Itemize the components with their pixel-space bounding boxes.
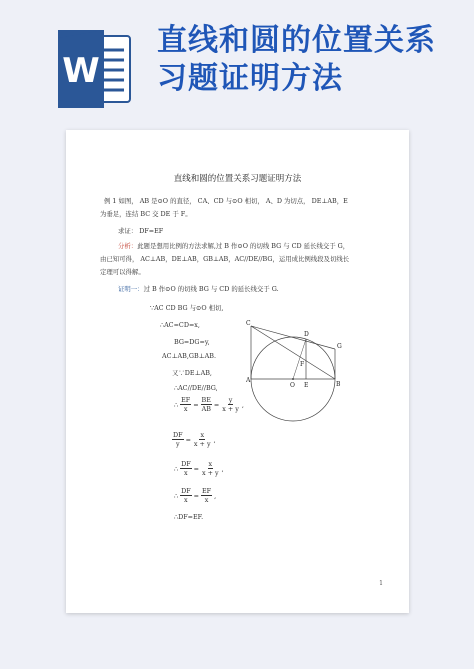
word-logo-letter: W (62, 51, 100, 91)
label-g: G (337, 343, 342, 350)
formula-4-num-2: EF (202, 487, 212, 495)
formula-4-den-2: x (204, 496, 209, 504)
formula-1-num-3: y (228, 396, 233, 404)
analysis-text-1: 此题是想用比例的方法求解,过 B 作⊙O 的切线 BG 与 CD 延长线交于 G， (137, 242, 350, 250)
geometry-figure (246, 316, 356, 426)
formula-1-eq-2: = (213, 400, 220, 409)
label-c: C (246, 320, 251, 327)
step-final: ∴DF=EF. (174, 513, 204, 521)
document-page (66, 130, 409, 613)
formula-3-num-2: x (208, 460, 213, 468)
analysis-line-2: 由已知可得， AC⊥AB，DE⊥AB，GB⊥AB，AC//DE//BG，运用成比例线段及切线长 (100, 255, 350, 263)
document-title: 直线和圆的位置关系习题证明方法 (173, 174, 302, 184)
analysis-label: 分析： (118, 242, 138, 250)
label-o: O (290, 382, 295, 389)
formula-1-lead: ∴ (174, 400, 179, 409)
formula-3-num-1: DF (181, 460, 191, 468)
step-3: BG=DG=y, (174, 338, 210, 346)
label-f: F (300, 361, 305, 368)
formula-3-den-2: x + y (202, 469, 219, 477)
formula-2-num-1: DF (173, 431, 183, 439)
formula-2-den-1: y (175, 440, 180, 448)
formula-1-num-1: EF (181, 396, 191, 404)
word-logo-icon (56, 30, 132, 108)
formula-2-num-2: x (200, 431, 205, 439)
formula-1-num-2: BE (201, 396, 211, 404)
formula-1-den-2: AB (201, 405, 211, 413)
formula-2-den-2: x + y (193, 440, 211, 448)
formula-2 (170, 431, 216, 448)
prove-statement: 求证： DF=EF (118, 227, 164, 235)
formula-2-eq: = (185, 435, 191, 444)
problem-line-2: 为垂足，连结 BC 交 DE 于 F。 (100, 210, 192, 218)
formula-1 (174, 396, 244, 413)
formula-1-den-1: x (183, 405, 188, 413)
label-d: D (304, 331, 309, 338)
step-1: ∵AC CD BG 与⊙O 相切, (150, 304, 224, 312)
formula-4-eq: = (193, 491, 199, 500)
line-od (293, 339, 306, 379)
proof-label: 证明一： (118, 285, 144, 293)
problem-line-1: 例 1 如图， AB 是⊙O 的直径， CA、CD 与⊙O 相切， A、D 为切点， DE⊥AB，E (104, 197, 348, 205)
formula-1-tail: , (241, 400, 244, 409)
formula-1-den-3: x + y (222, 405, 239, 413)
point-o (292, 378, 294, 380)
analysis-line-1 (118, 241, 349, 252)
step-5: 又∵DE⊥AB, (172, 369, 212, 377)
formula-1-eq-1: = (193, 400, 199, 409)
analysis-line-3: 定理可以得解。 (100, 268, 145, 276)
line-cg (251, 326, 335, 349)
formula-4-num-1: DF (181, 487, 191, 495)
formula-4 (174, 487, 216, 504)
formula-2-tail: , (213, 435, 216, 444)
formula-4-tail: , (214, 491, 217, 500)
formula-3-lead: ∴ (174, 464, 179, 473)
step-6: ∴AC//DE//BG, (174, 384, 218, 392)
formula-4-den-1: x (184, 496, 188, 504)
formula-3-tail: , (221, 464, 224, 473)
formula-4-lead: ∴ (174, 491, 179, 500)
label-a: A (246, 377, 251, 384)
formula-3-den-1: x (184, 469, 188, 477)
step-4: AC⊥AB,GB⊥AB. (162, 352, 217, 360)
label-b: B (336, 381, 341, 388)
label-e: E (304, 382, 309, 389)
banner-title: 直线和圆的位置关系习题证明方法 (157, 23, 436, 96)
proof-line-1 (118, 284, 279, 295)
formula-3-eq: = (193, 464, 199, 473)
line-cb (251, 326, 335, 379)
page-number: 1 (379, 580, 383, 587)
formula-3 (174, 460, 224, 477)
proof-text-1: 过 B 作⊙O 的切线 BG 与 CD 的延长线交于 G. (143, 285, 279, 293)
step-2: ∴AC=CD=x, (160, 321, 200, 329)
